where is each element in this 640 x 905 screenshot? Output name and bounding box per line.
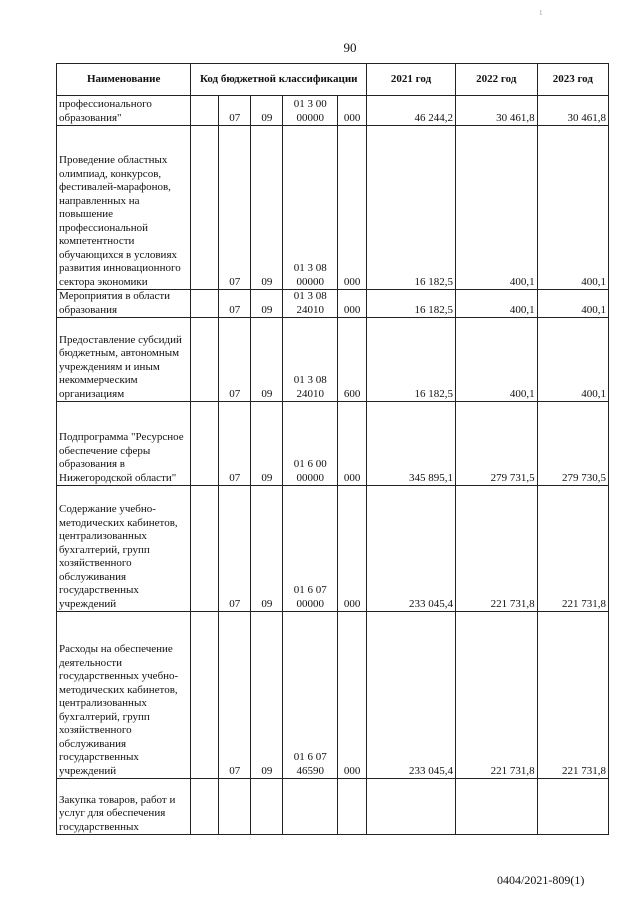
row-name: Расходы на обеспечение деятельности государственных учебно-методических кабинетов, централизованных бухгалтерий, групп хозяйственного обслуживания государственных учреждений	[57, 612, 191, 779]
row-target-code: 01 6 07 00000	[283, 486, 338, 612]
row-target-code: 01 6 00 00000	[283, 402, 338, 486]
row-blank	[191, 96, 219, 126]
row-value-2021: 16 182,5	[367, 290, 456, 318]
row-value-2023: 400,1	[537, 126, 608, 290]
row-blank	[191, 290, 219, 318]
row-target-code: 01 6 07 46590	[283, 612, 338, 779]
row-expense-type: 000	[338, 402, 367, 486]
row-blank	[191, 126, 219, 290]
row-value-2023: 221 731,8	[537, 486, 608, 612]
document-code: 0404/2021-809(1)	[497, 873, 585, 887]
row-blank	[191, 402, 219, 486]
row-subsection: 09	[251, 402, 283, 486]
row-value-2021: 345 895,1	[367, 402, 456, 486]
row-value-2022: 30 461,8	[455, 96, 537, 126]
row-subsection: 09	[251, 126, 283, 290]
row-value-2021: 16 182,5	[367, 318, 456, 402]
row-value-2023: 400,1	[537, 318, 608, 402]
row-value-2023: 279 730,5	[537, 402, 608, 486]
table-row	[57, 318, 609, 402]
table-row	[57, 486, 609, 612]
row-name: Содержание учебно-методических кабинетов, централизованных бухгалтерий, групп хозяйственного обслуживания государственных учреждений	[57, 486, 191, 612]
row-value-2021: 46 244,2	[367, 96, 456, 126]
table-row	[57, 402, 609, 486]
table-row	[57, 779, 609, 835]
row-expense-type: 600	[338, 318, 367, 402]
row-expense-type: 000	[338, 612, 367, 779]
header-code: Код бюджетной классификации	[191, 64, 367, 96]
row-subsection: 09	[251, 96, 283, 126]
corner-stamp: 1	[539, 9, 543, 17]
row-blank	[191, 612, 219, 779]
header-2021: 2021 год	[367, 64, 456, 96]
row-section: 07	[219, 290, 251, 318]
table-header-row	[57, 64, 609, 96]
row-subsection: 09	[251, 290, 283, 318]
row-section	[219, 779, 251, 835]
row-expense-type	[338, 779, 367, 835]
row-value-2022: 221 731,8	[455, 486, 537, 612]
row-value-2022: 400,1	[455, 290, 537, 318]
row-value-2021: 16 182,5	[367, 126, 456, 290]
table-row	[57, 290, 609, 318]
row-section: 07	[219, 402, 251, 486]
row-value-2022: 400,1	[455, 318, 537, 402]
row-subsection: 09	[251, 612, 283, 779]
row-value-2023	[537, 779, 608, 835]
row-value-2023: 30 461,8	[537, 96, 608, 126]
row-value-2023: 221 731,8	[537, 612, 608, 779]
row-expense-type: 000	[338, 96, 367, 126]
row-target-code: 01 3 08 00000	[283, 126, 338, 290]
row-name: Мероприятия в области образования	[57, 290, 191, 318]
table-row	[57, 612, 609, 779]
row-subsection: 09	[251, 486, 283, 612]
row-value-2022	[455, 779, 537, 835]
row-name: Проведение областных олимпиад, конкурсов, фестивалей-марафонов, направленных на повышение профессиональной компетентности обучающихся в условиях развития инновационного сектора экономики	[57, 126, 191, 290]
header-name: Наименование	[57, 64, 191, 96]
budget-table	[56, 63, 609, 835]
row-section: 07	[219, 96, 251, 126]
row-value-2021	[367, 779, 456, 835]
row-section: 07	[219, 612, 251, 779]
header-2023: 2023 год	[537, 64, 608, 96]
page-number: 90	[343, 40, 357, 55]
row-section: 07	[219, 318, 251, 402]
row-subsection: 09	[251, 318, 283, 402]
row-blank	[191, 318, 219, 402]
row-value-2022: 279 731,5	[455, 402, 537, 486]
row-target-code: 01 3 00 00000	[283, 96, 338, 126]
table-row	[57, 96, 609, 126]
row-value-2023: 400,1	[537, 290, 608, 318]
row-value-2021: 233 045,4	[367, 612, 456, 779]
header-2022: 2022 год	[455, 64, 537, 96]
row-value-2021: 233 045,4	[367, 486, 456, 612]
row-value-2022: 221 731,8	[455, 612, 537, 779]
row-blank	[191, 779, 219, 835]
row-blank	[191, 486, 219, 612]
row-subsection	[251, 779, 283, 835]
row-target-code	[283, 779, 338, 835]
row-name: Подпрограмма "Ресурсное обеспечение сферы образования в Нижегородской области"	[57, 402, 191, 486]
row-target-code: 01 3 08 24010	[283, 290, 338, 318]
row-name: профессионального образования"	[57, 96, 191, 126]
row-expense-type: 000	[338, 486, 367, 612]
row-section: 07	[219, 486, 251, 612]
table-row	[57, 126, 609, 290]
row-section: 07	[219, 126, 251, 290]
row-target-code: 01 3 08 24010	[283, 318, 338, 402]
row-name: Предоставление субсидий бюджетным, автономным учреждениям и иным некоммерческим организациям	[57, 318, 191, 402]
row-expense-type: 000	[338, 126, 367, 290]
row-value-2022: 400,1	[455, 126, 537, 290]
row-name: Закупка товаров, работ и услуг для обеспечения государственных	[57, 779, 191, 835]
row-expense-type: 000	[338, 290, 367, 318]
